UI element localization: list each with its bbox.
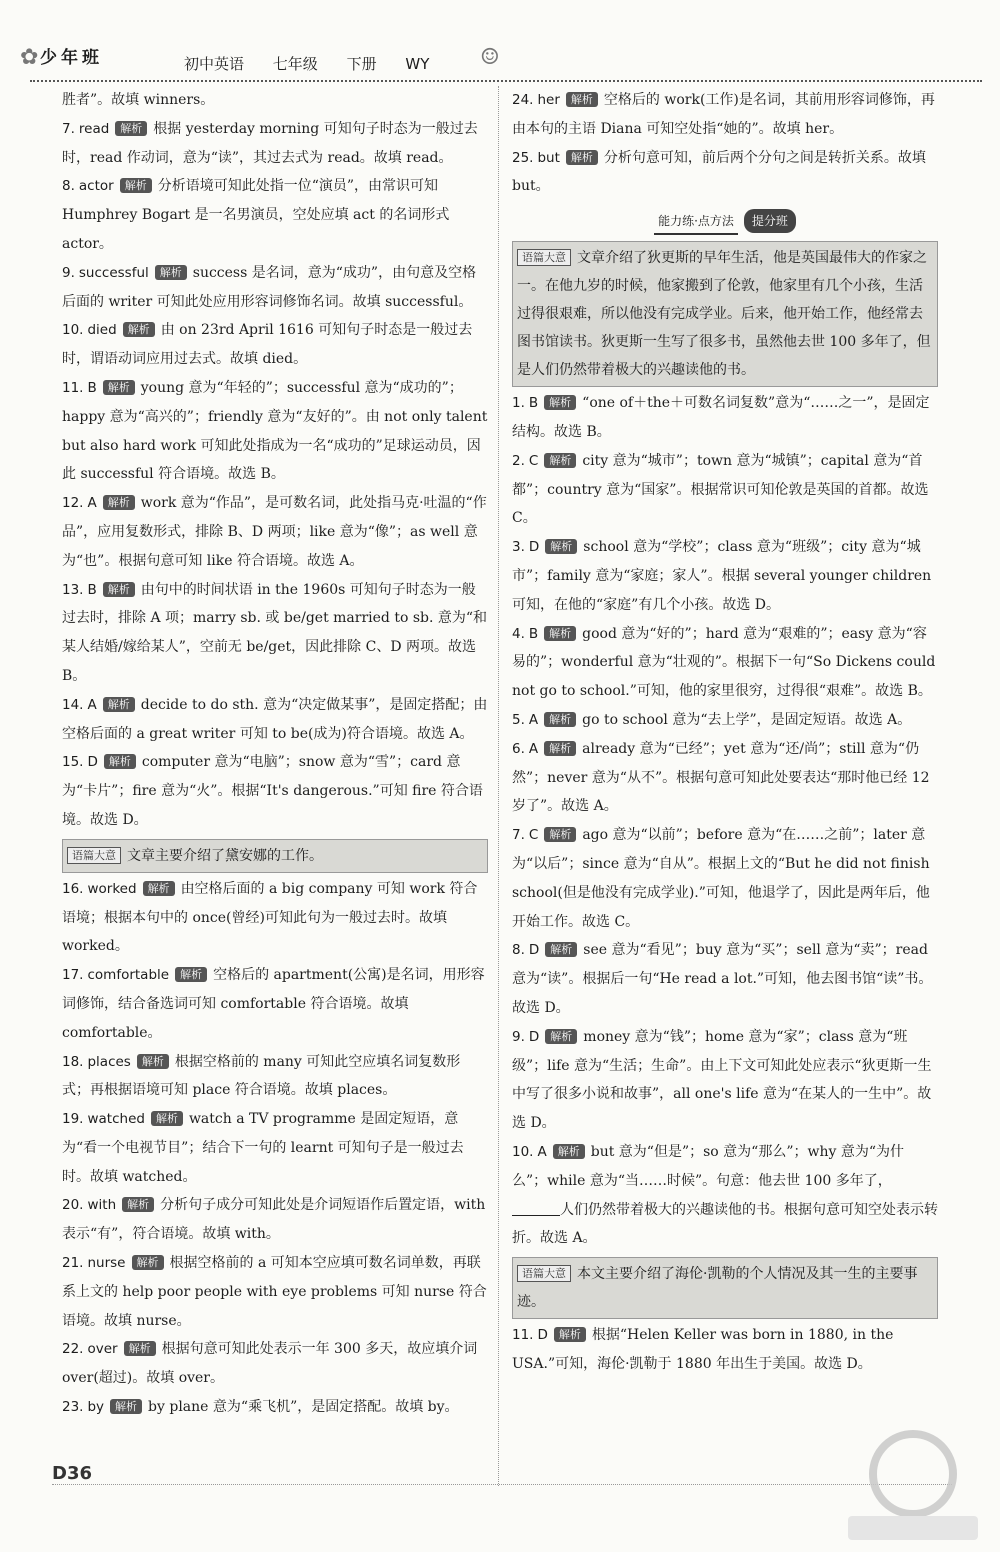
analysis-tag: 解析 [123, 322, 155, 337]
answer-list-left-a [62, 115, 488, 835]
footer-divider [52, 1484, 952, 1485]
answer-item [512, 144, 938, 202]
analysis-tag: 解析 [104, 754, 136, 769]
answer-list-right-a [512, 86, 938, 201]
item-number: 11. [62, 379, 84, 396]
item-answer: A [87, 495, 97, 512]
item-explanation: 根据句意可知此处表示一年 300 多天，故应填介词 over(超过)。故填 over。 [62, 1341, 478, 1387]
item-explanation: 由 on 23rd April 1616 可知句子时态是一般过去时，谓语动词应用过去式。故填 died。 [62, 322, 473, 368]
item-answer: actor [78, 178, 114, 195]
answer-list-right-b [512, 389, 938, 1138]
item-number: 17. [62, 967, 84, 984]
answer-item [512, 1138, 938, 1253]
item-answer: B [528, 395, 539, 412]
item-answer: B [528, 625, 539, 642]
item-explanation: computer 意为“电脑”；snow 意为“雪”；card 意为“卡片”；fire 意为“火”。根据“It's dangerous.”可知 fire 符合语境。故选 D。 [62, 754, 483, 828]
item-number: 9. [62, 264, 75, 281]
item-number: 13. [62, 581, 84, 598]
summary-text: 本文主要介绍了海伦·凯勒的个人情况及其一生的主要事迹。 [517, 1266, 918, 1311]
answer-item [62, 961, 488, 1047]
item-number: 22. [62, 1341, 84, 1358]
analysis-tag: 解析 [155, 265, 187, 280]
answer-item [512, 86, 938, 144]
item-explanation: city 意为“城市”；town 意为“城镇”；capital 意为“首都”；country 意为“国家”。根据常识可知伦敦是英国的首都。故选 C。 [512, 452, 929, 527]
analysis-tag: 解析 [132, 1255, 164, 1270]
item-number: 2. [512, 452, 525, 469]
item-explanation: by plane 意为“乘飞机”，是固定搭配。故填 by。 [148, 1399, 459, 1416]
continued-text: 胜者”。故填 winners。 [62, 92, 215, 108]
analysis-tag: 解析 [122, 1197, 154, 1212]
mascot-icon: ☺ [480, 45, 500, 70]
analysis-tag: 解析 [545, 942, 577, 957]
item-explanation: watch a TV programme 是固定短语，意为“看一个电视节目”；结合下一句的 learnt 可知句子是一般过去时。故填 watched。 [62, 1111, 464, 1185]
item-explanation: see 意为“看见”；buy 意为“买”；sell 意为“卖”；read 意为“读”。根据后一句“He read a lot.”可知，他去图书馆“读”书。故选 D。 [512, 942, 933, 1016]
item-explanation: 分析句意可知，前后两个分句之间是转折关系。故填 but。 [512, 149, 926, 195]
summary-label: 语篇大意 [67, 847, 121, 864]
item-number: 14. [62, 696, 84, 713]
page-header [18, 0, 982, 82]
site-watermark-logo [838, 1424, 988, 1548]
item-number: 7. [62, 120, 75, 137]
answer-item [62, 489, 488, 575]
item-number: 24. [512, 92, 534, 108]
item-explanation: but 意为“但是”；so 意为“那么”；why 意为“为什么”；while 意为“当……时候”。句意：他去世 100 多年了， [512, 1143, 904, 1189]
item-answer: D [528, 942, 540, 959]
item-answer: successful [78, 264, 149, 281]
item-answer: D [87, 754, 98, 771]
analysis-tag: 解析 [103, 582, 135, 597]
item-explanation: 分析语境可知此处指一位“演员”，由常识可知 Humphrey Bogart 是一名男演员，空处应填 act 的名词形式 actor。 [62, 178, 450, 252]
section-banner [512, 209, 938, 235]
passage-summary-keller [512, 1257, 938, 1319]
item-answer: C [528, 452, 539, 469]
item-number: 10. [62, 322, 84, 339]
analysis-tag: 解析 [545, 1029, 577, 1044]
page-number: D36 [52, 1463, 92, 1484]
item-number: 9. [512, 1028, 525, 1045]
item-answer: B [87, 379, 97, 396]
item-answer: with [87, 1197, 117, 1214]
answer-item [62, 576, 488, 691]
item-answer: C [528, 827, 539, 844]
answer-item [62, 875, 488, 961]
item-explanation: school 意为“学校”；class 意为“班级”；city 意为“城市”；family 意为“家庭；家人”。根据 several younger children 可知，在他的“家庭”有几个小孩。故选 D。 [512, 539, 932, 613]
column-divider [498, 86, 499, 1486]
item-number: 1. [512, 395, 525, 412]
item-answer: D [537, 1327, 548, 1344]
banner-tag: 提分班 [744, 209, 796, 233]
answer-blank [512, 1201, 560, 1216]
summary-label: 语篇大意 [517, 249, 571, 266]
item-explanation: money 意为“钱”；home 意为“家”；class 意为“班级”；life 意为“生活；生命”。由上下文可知此处应表示“狄更斯一生中写了很多小说和故事”，all one's life 意为“在某人的一生中”。故选 D。 [512, 1028, 932, 1132]
left-column [62, 86, 488, 1422]
book-meta [184, 50, 453, 79]
item-explanation: 根据空格前的 a 可知本空应填可数名词单数，再联系上文的 help poor people with eye problems 可知 nurse 符合语境。故填 nurse。 [62, 1255, 487, 1329]
item-answer: nurse [87, 1255, 126, 1272]
analysis-tag: 解析 [120, 178, 152, 193]
answer-item [62, 1191, 488, 1249]
analysis-tag: 解析 [115, 121, 147, 136]
item-number: 23. [62, 1399, 84, 1416]
item-answer: comfortable [87, 967, 170, 984]
analysis-tag: 解析 [544, 395, 576, 410]
analysis-tag: 解析 [110, 1399, 142, 1414]
analysis-tag: 解析 [143, 881, 175, 896]
item-answer: A [87, 696, 97, 713]
item-explanation: decide to do sth. 意为“决定做某事”，是固定搭配；由空格后面的 a great writer 可知 to be(成为)符合语境。故选 A。 [62, 696, 488, 742]
item-answer: B [87, 581, 97, 598]
series-logo: 少年班 [40, 48, 103, 68]
item-number: 16. [62, 880, 84, 897]
item-number: 5. [512, 711, 525, 728]
item-number: 7. [512, 827, 525, 844]
analysis-tag: 解析 [103, 380, 135, 395]
answer-item [512, 533, 938, 619]
item-number: 11. [512, 1327, 534, 1344]
item-number: 8. [62, 178, 75, 195]
analysis-tag: 解析 [103, 697, 135, 712]
item-answer: A [528, 711, 539, 728]
item-answer: died [87, 322, 117, 339]
analysis-tag: 解析 [103, 495, 135, 510]
item-explanation: work 意为“作品”，是可数名词，此处指马克·吐温的“作品”，应用复数形式，排除 B、D 两项；like 意为“像”；as well 意为“也”。根据句意可知 like 符合语境。故选 A。 [62, 495, 487, 569]
item-explanation: already 意为“已经”；yet 意为“还/尚”；still 意为“仍然”；never 意为“从不”。根据句意可知此处要表达“那时他已经 12 岁了”。故选 A。 [512, 740, 930, 815]
item-explanation: good 意为“好的”；hard 意为“艰难的”；easy 意为“容易的”；wonderful 意为“壮观的”。根据下一句“So Dickens could not go to school.”可知，他的家里很穷，过得很“艰难”。故选 B。 [512, 625, 936, 700]
answer-item [62, 1393, 488, 1422]
analysis-tag: 解析 [544, 741, 576, 756]
answer-item [62, 316, 488, 374]
analysis-tag: 解析 [554, 1327, 586, 1342]
item-explanation-cont: 人们仍然带着极大的兴趣读他的书。根据句意可知空处表示转折。故选 A。 [512, 1201, 938, 1247]
item-explanation: 根据“Helen Keller was born in 1880, in the USA.”可知，海伦·凯勒于 1880 年出生于美国。故选 D。 [512, 1327, 894, 1372]
answer-item [62, 1335, 488, 1393]
passage-summary-dickens [512, 241, 938, 387]
analysis-tag: 解析 [124, 1341, 156, 1356]
analysis-tag: 解析 [544, 712, 576, 727]
item-answer: worked [87, 880, 137, 897]
answer-item [62, 172, 488, 258]
answer-item [62, 1105, 488, 1191]
item-answer: but [537, 149, 560, 166]
answer-item [62, 115, 488, 173]
item-answer: by [87, 1399, 105, 1416]
passage-summary [62, 839, 488, 873]
answer-item [512, 620, 938, 706]
item-explanation: 由空格后面的 a big company 可知 work 符合语境；根据本句中的 once(曾经)可知此句为一般过去时。故填 worked。 [62, 880, 478, 955]
answer-item [512, 447, 938, 533]
answer-item [512, 821, 938, 936]
item-number: 15. [62, 754, 84, 771]
item-number: 12. [62, 495, 84, 512]
answer-item [512, 706, 938, 735]
edition-label: WY [405, 55, 430, 73]
item-number: 3. [512, 539, 525, 556]
item-number: 8. [512, 942, 525, 959]
answer-item [512, 1321, 938, 1379]
item-explanation: ago 意为“以前”；before 意为“在……之前”；later 意为“以后”；since 意为“自从”。根据上文的“But he did not finish school(但是他没有完成学业).”可知，他退学了，因此是两年后，他开始工作。故选 C。 [512, 827, 930, 930]
answer-list-left-b [62, 875, 488, 1422]
item-explanation: 空格后的 apartment(公寓)是名词，用形容词修饰，结合备选词可知 comfortable 符合语境。故填 comfortable。 [62, 967, 485, 1041]
banner-title: 能力练·点方法 [654, 209, 738, 235]
answer-item [512, 389, 938, 447]
item-explanation: 分析句子成分可知此处是介词短语作后置定语，with 表示“有”，符合语境。故填 with。 [62, 1197, 486, 1243]
item-number: 21. [62, 1255, 84, 1272]
analysis-tag: 解析 [175, 967, 207, 982]
summary-text: 文章介绍了狄更斯的早年生活，他是英国最伟大的作家之一。在他九岁的时候，他家搬到了伦敦，他家里有几个小孩，生活过得很艰难，所以他没有完成学业。后来，他开始工作，他经常去图书馆读书。狄更斯一生写了很多书，虽然他去世 100 多年了，但是人们仍然带着极大的兴趣读他的书。 [517, 250, 931, 379]
item-number: 19. [62, 1111, 84, 1128]
item-number: 18. [62, 1053, 84, 1070]
item-answer: her [537, 92, 560, 108]
answer-item [62, 1249, 488, 1335]
header-divider [30, 80, 982, 82]
analysis-tag: 解析 [544, 827, 576, 842]
item-answer: watched [87, 1111, 145, 1128]
item-explanation: 由句中的时间状语 in the 1960s 可知句子时态为一般过去时，排除 A 项；marry sb. 或 be/get married to sb. 意为“和某人结婚/嫁给某人”，空前无 be/get，因此排除 C、D 两项。故选 B。 [62, 581, 488, 684]
owl-decoration-icon: ✿ [20, 45, 39, 70]
item-answer: A [528, 740, 539, 757]
answer-item [62, 374, 488, 489]
answer-item [62, 259, 488, 317]
item-number: 4. [512, 625, 525, 642]
analysis-tag: 解析 [566, 150, 598, 165]
answer-item [62, 691, 488, 749]
item-explanation: go to school 意为“去上学”，是固定短语。故选 A。 [582, 711, 912, 728]
item-number: 6. [512, 740, 525, 757]
right-column [512, 86, 938, 1379]
item-answer: D [528, 1028, 540, 1045]
volume-label: 下册 [346, 55, 377, 73]
item-answer: places [87, 1053, 131, 1070]
analysis-tag: 解析 [553, 1144, 585, 1159]
analysis-tag: 解析 [544, 453, 576, 468]
analysis-tag: 解析 [137, 1054, 169, 1069]
answer-item [512, 735, 938, 821]
item-number: 20. [62, 1197, 84, 1214]
item-explanation: 空格后的 work(工作)是名词，其前用形容词修饰，再由本句的主语 Diana 可知空处指“她的”。故填 her。 [512, 92, 935, 137]
item-explanation: “one of＋the＋可数名词复数”意为“……之一”，是固定结构。故选 B。 [512, 395, 930, 440]
analysis-tag: 解析 [151, 1111, 183, 1126]
summary-label: 语篇大意 [517, 1265, 571, 1282]
item-explanation: 根据空格前的 many 可知此空应填名词复数形式；再根据语境可知 place 符合语境。故填 places。 [62, 1053, 461, 1099]
analysis-tag: 解析 [545, 539, 577, 554]
grade-label: 七年级 [272, 55, 318, 73]
answer-item [62, 1048, 488, 1106]
item-answer: over [87, 1341, 118, 1358]
subject-label: 初中英语 [184, 55, 245, 73]
answer-item [62, 748, 488, 834]
item-answer: A [537, 1143, 547, 1160]
answer-item [512, 936, 938, 1022]
summary-text: 文章主要介绍了黛安娜的工作。 [127, 847, 323, 864]
item-explanation: success 是名词，意为“成功”，由句意及空格后面的 writer 可知此处应用形容词修饰名词。故填 successful。 [62, 264, 477, 310]
answer-item [512, 1023, 938, 1138]
analysis-tag: 解析 [544, 626, 576, 641]
item-answer: read [78, 120, 110, 137]
analysis-tag: 解析 [566, 92, 598, 107]
item-explanation: young 意为“年轻的”；successful 意为“成功的”；happy 意为“高兴的”；friendly 意为“友好的”。由 not only talent but also hard work 可知此处指成为一名“成功的”足球运动员，因此 successful 符合语境。故选 B。 [62, 379, 488, 483]
item-number: 10. [512, 1143, 534, 1160]
item-number: 25. [512, 149, 534, 166]
item-explanation: 根据 yesterday morning 可知句子时态为一般过去时，read 作动词，意为“读”，其过去式为 read。故填 read。 [62, 120, 478, 166]
item-answer: D [528, 539, 540, 556]
